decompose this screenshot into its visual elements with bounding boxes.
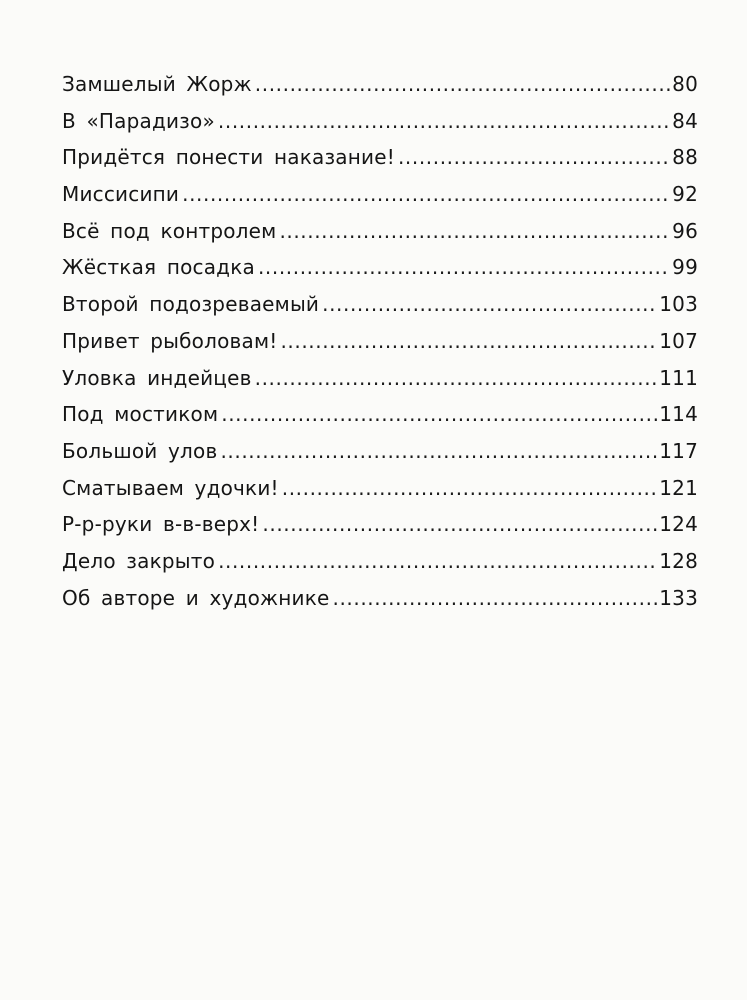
toc-entry-page: 92 [672, 182, 698, 207]
toc-entry-page: 103 [659, 292, 698, 317]
toc-entry [62, 219, 698, 256]
toc-leader-dots [333, 586, 658, 610]
toc-leader-dots [258, 255, 670, 279]
toc-leader-dots [398, 145, 670, 169]
toc-entry-page: 107 [659, 328, 698, 353]
toc-entry-title: Об авторе и художнике [62, 585, 330, 610]
toc-entry [62, 402, 698, 439]
toc-leader-dots [255, 366, 658, 390]
toc-entry [62, 329, 698, 366]
toc-leader-dots [220, 439, 657, 463]
toc-entry-title: Миссисипи [62, 182, 180, 207]
toc-entry [62, 109, 698, 146]
toc-entry [62, 145, 698, 182]
toc-entry [62, 439, 698, 476]
toc-entry-page: 96 [672, 218, 698, 243]
toc-leader-dots [221, 402, 657, 426]
toc-leader-dots [279, 219, 670, 243]
toc-entry-page: 88 [672, 145, 698, 170]
toc-leader-dots [218, 549, 657, 573]
toc-leader-dots [218, 109, 670, 133]
toc-leader-dots [182, 182, 670, 206]
toc-entry-page: 114 [659, 402, 698, 427]
toc-entry-title: Придётся понести наказание! [62, 145, 395, 170]
toc-entry [62, 72, 698, 109]
toc-entry-title: Привет рыболовам! [62, 328, 278, 353]
toc-entry [62, 476, 698, 513]
toc-leader-dots [255, 72, 670, 96]
toc-entry [62, 586, 698, 623]
toc-entry [62, 549, 698, 586]
toc-entry-title: Р-р-руки в-в-верх! [62, 512, 260, 537]
toc-entry-title: Второй подозреваемый [62, 292, 320, 317]
toc-entry [62, 255, 698, 292]
toc-leader-dots [282, 476, 657, 500]
toc-entry-page: 84 [672, 108, 698, 133]
toc-entry-title: Под мостиком [62, 402, 219, 427]
toc-entry-title: Жёсткая посадка [62, 255, 255, 280]
toc-entry-page: 111 [659, 365, 698, 390]
toc-entry-page: 133 [659, 585, 698, 610]
toc-entry [62, 182, 698, 219]
toc-entry-title: Дело закрыто [62, 548, 216, 573]
toc-entry-title: В «Парадизо» [62, 108, 215, 133]
toc-entry-page: 99 [672, 255, 698, 280]
toc-entry-page: 117 [659, 438, 698, 463]
toc-entry-page: 124 [659, 512, 698, 537]
toc-entry-title: Сматываем удочки! [62, 475, 279, 500]
toc-entry-title: Всё под контролем [62, 218, 277, 243]
toc-leader-dots [280, 329, 657, 353]
toc-leader-dots [322, 292, 657, 316]
toc-entry [62, 292, 698, 329]
toc-entry-page: 128 [659, 548, 698, 573]
toc-entry [62, 512, 698, 549]
toc-entry [62, 366, 698, 403]
toc-leader-dots [262, 512, 657, 536]
table-of-contents [62, 72, 698, 622]
toc-entry-title: Уловка индейцев [62, 365, 252, 390]
toc-entry-title: Замшелый Жорж [62, 72, 252, 96]
toc-entry-page: 121 [659, 475, 698, 500]
toc-entry-page: 80 [672, 72, 698, 96]
toc-entry-title: Большой улов [62, 438, 218, 463]
